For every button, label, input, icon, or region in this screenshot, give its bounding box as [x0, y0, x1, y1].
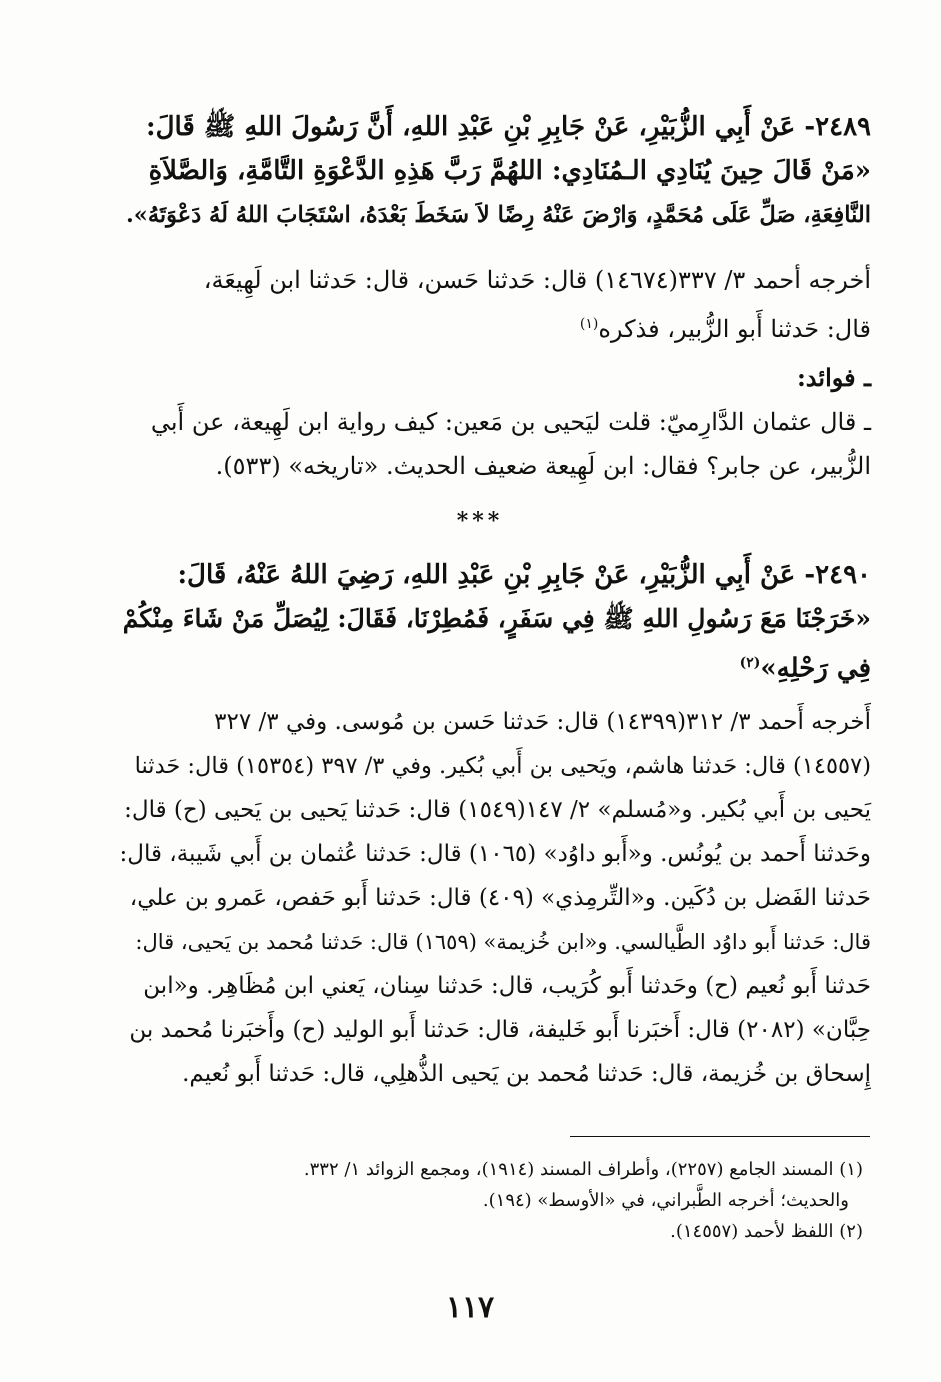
hadith-2489: [120, 105, 871, 237]
takhrij-line: حَدثنا الفَضل بن دُكَين. و«التِّرمِذي» (٤٠٩) قال: حَدثنا أَبو حَفص، عَمرو بن علي،: [129, 885, 871, 911]
footnote-1-cont: والحديث؛ أخرجه الطَّبراني، في «الأوسط» (١٩٤).: [482, 1190, 849, 1211]
fawaid-line: ـ قال عثمان الدَّارِميّ: قلت ليَحيى بن مَعين: كيف رواية ابن لَهِيعة، عن أَبي: [150, 408, 871, 436]
takhrij-2490: [120, 700, 871, 1096]
fawaid-title: ـ فوائد:: [796, 363, 871, 392]
hadith-matn-line: «خَرَجْنَا مَعَ رَسُولِ اللهِ ﷺ فِي سَفَرٍ، فَمُطِرْنَا، فَقَالَ: لِيُصَلِّ مَنْ شَاءَ مِنْكُمْ: [122, 604, 871, 633]
footnotes: [200, 1154, 863, 1247]
section-separator: ***: [456, 508, 504, 534]
takhrij-line: وحَدثنا أَحمد بن يُونُس. و«أَبو داوُد» (١٠٦٥) قال: حَدثنا عُثمان بن أَبي شَيبة، قال:: [119, 841, 871, 867]
hadith-2490: [120, 553, 871, 691]
hadith-heading: ٢٤٨٩- عَنْ أَبِي الزُّبَيْرِ، عَنْ جَابِرِ بْنِ عَبْدِ اللهِ، أَنَّ رَسُولَ اللهِ ﷺ قَالَ:: [146, 112, 871, 142]
hadith-matn-text: فِي رَحْلِهِ»: [760, 653, 871, 684]
takhrij-text: قال: حَدثنا أَبو الزُّبير، فذكره: [598, 315, 871, 343]
hadith-matn-line: «مَنْ قَالَ حِينَ يُنَادِي الـمُنَادِي: اللهُمَّ رَبَّ هَذِهِ الدَّعْوَةِ التَّامَّةِ، وَالصَّلاَةِ: [148, 156, 871, 186]
hadith-matn-line: [120, 641, 871, 691]
takhrij-line: أَخرجه أَحمد ٣/ ٣١٢(١٤٣٩٩) قال: حَدثنا حَسن بن مُوسى. وفي ٣/ ٣٢٧: [214, 709, 871, 735]
page-number: ١١٧: [445, 1290, 495, 1325]
takhrij-line: قال: حَدثنا أَبو داوُد الطَّيالسي. و«ابن خُزيمة» (١٦٥٩) قال: حَدثنا مُحمد بن يَحيى، قال:: [135, 930, 871, 954]
footnote-ref: (٢): [739, 655, 761, 671]
takhrij-line: حِبَّان» (٢٠٨٢) قال: أَخبَرنا أَبو خَليفة، قال: حَدثنا أَبو الوليد (ح) وأَخبَرنا مُحمد بن: [129, 1017, 871, 1043]
takhrij-line: يَحيى بن أَبي بُكير. و«مُسلم» ٢/ ١٤٧(١٥٤٩) قال: حَدثنا يَحيى بن يَحيى (ح) قال:: [124, 797, 871, 823]
takhrij-line: (١٤٥٥٧) قال: حَدثنا هاشم، ويَحيى بن أَبي بُكير. وفي ٣/ ٣٩٧ (١٥٣٥٤) قال: حَدثنا: [134, 753, 871, 779]
footnote-rule: [570, 1136, 870, 1137]
hadith-heading: ٢٤٩٠- عَنْ أَبِي الزُّبَيْرِ، عَنْ جَابِرِ بْنِ عَبْدِ اللهِ، رَضِيَ اللهُ عَنْهُ، قَالَ:: [177, 560, 871, 590]
takhrij-line: إِسحاق بن خُزيمة، قال: حَدثنا مُحمد بن يَحيى الذُّهلِي، قال: حَدثنا أَبو نُعيم.: [182, 1061, 871, 1087]
takhrij-2489: [120, 258, 871, 351]
takhrij-line: حَدثنا أَبو نُعيم (ح) وحَدثنا أَبو كُرَيب، قال: حَدثنا سِنان، يَعني ابن مُظَاهِر. و«ابن: [143, 973, 871, 999]
fawaid-section: [120, 356, 871, 488]
fawaid-line: الزُّبير، عن جابر؟ فقال: ابن لَهِيعة ضعيف الحديث. «تاريخه» (٥٣٣).: [215, 452, 871, 480]
takhrij-line: أخرجه أحمد ٣/ ٣٣٧(١٤٦٧٤) قال: حَدثنا حَسن، قال: حَدثنا ابن لَهِيعَة،: [203, 266, 871, 294]
takhrij-line: [120, 302, 871, 351]
footnote-2: (٢) اللفظ لأحمد (١٤٥٥٧).: [670, 1221, 863, 1242]
hadith-matn-line: النَّافِعَةِ، صَلِّ عَلَى مُحَمَّدٍ، وَارْضَ عَنْهُ رِضًا لاَ سَخَطَ بَعْدَهُ، اسْتَجَابَ اللهُ لَهُ دَعْوَتَهُ».: [125, 202, 871, 228]
footnote-ref: (١): [579, 316, 599, 332]
footnote-1: (١) المسند الجامع (٢٢٥٧)، وأطراف المسند (١٩١٤)، ومجمع الزوائد ١/ ٣٣٢.: [303, 1159, 863, 1180]
